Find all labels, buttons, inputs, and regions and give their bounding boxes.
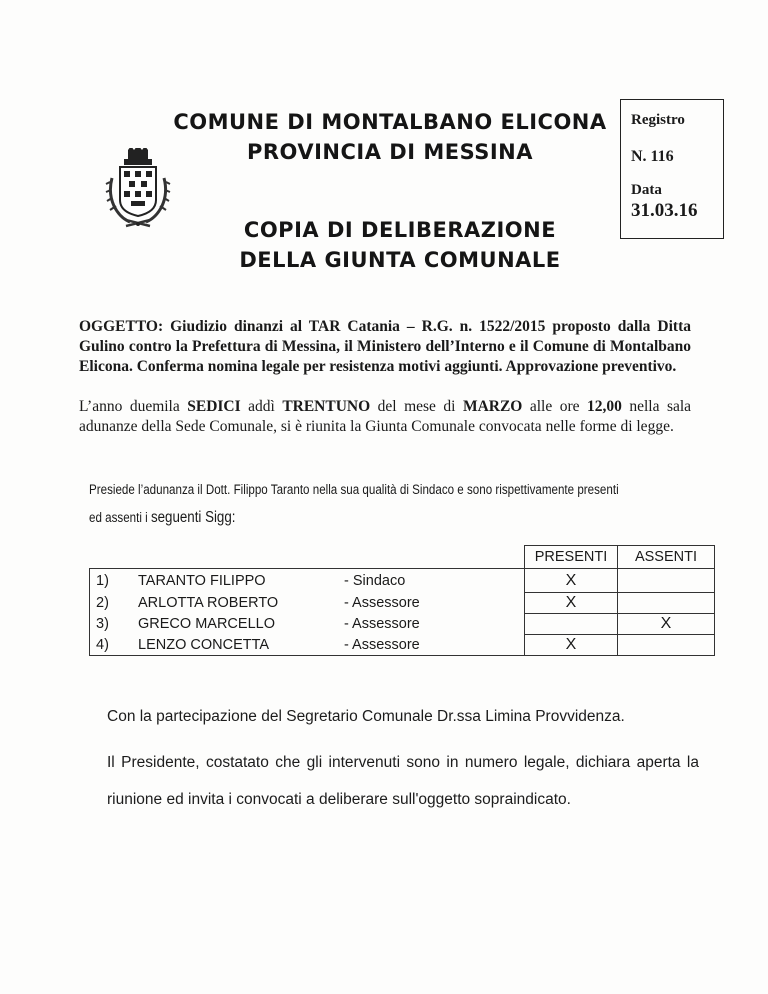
anno-text: del mese di bbox=[377, 398, 456, 415]
member-role: - Sindaco bbox=[344, 569, 525, 593]
data-value: 31.03.16 bbox=[631, 200, 698, 221]
anno-hour: 12,00 bbox=[586, 398, 622, 415]
anno-paragraph bbox=[79, 397, 691, 437]
row-number: 1) bbox=[90, 569, 139, 593]
anno-line bbox=[79, 397, 691, 417]
data-label: Data bbox=[631, 182, 662, 198]
presidente-line: Il Presidente, costatato che gli intervenuti sono in numero legale, dichiara aperta la bbox=[107, 754, 699, 771]
presiede-text: seguenti Sigg: bbox=[150, 509, 236, 526]
oggetto-line: Gulino contro la Prefettura di Messina, il Ministero dell’Interno e il Comune di Montalbano bbox=[79, 338, 691, 355]
row-number: 3) bbox=[90, 614, 139, 635]
member-name: GRECO MARCELLO bbox=[138, 616, 275, 632]
anno-line: adunanze della Sede Comunale, si è riunita la Giunta Comunale convocata nelle forme di legge. bbox=[79, 418, 674, 435]
table-row bbox=[90, 569, 715, 593]
table-header-blank bbox=[90, 546, 525, 569]
table-row bbox=[90, 614, 715, 635]
partecipazione-text: Con la partecipazione del Segretario Comunale Dr.ssa Limina Provvidenza. bbox=[107, 708, 625, 725]
presidente-paragraph bbox=[107, 744, 699, 818]
registro-box bbox=[620, 99, 724, 239]
member-role: - Assessore bbox=[344, 595, 420, 611]
oggetto-paragraph bbox=[79, 317, 691, 377]
row-number: 2) bbox=[90, 593, 139, 614]
registro-label: Registro bbox=[631, 112, 685, 128]
presente-mark: X bbox=[525, 593, 618, 614]
anno-month: MARZO bbox=[462, 398, 523, 415]
presiede-line bbox=[89, 509, 235, 527]
registro-number: N. 116 bbox=[631, 148, 674, 165]
presente-mark bbox=[525, 614, 618, 635]
anno-day: TRENTUNO bbox=[282, 398, 371, 415]
member-role: - Assessore bbox=[344, 616, 420, 632]
assente-mark bbox=[618, 635, 715, 656]
member-role: - Assessore bbox=[344, 635, 525, 656]
anno-year: SEDICI bbox=[187, 398, 241, 415]
anno-text: alle ore bbox=[529, 398, 580, 415]
table-row bbox=[90, 635, 715, 656]
anno-text: L’anno duemila bbox=[79, 398, 180, 415]
document-title: COPIA DI DELIBERAZIONE bbox=[243, 218, 557, 242]
member-name: TARANTO FILIPPO bbox=[138, 569, 344, 593]
attendance-table bbox=[89, 545, 715, 656]
presidente-line: riunione ed invita i convocati a deliberare sull'oggetto sopraindicato. bbox=[107, 791, 571, 808]
presiede-line: Presiede l’adunanza il Dott. Filippo Taranto nella sua qualità di Sindaco e sono rispettivamente presenti bbox=[89, 482, 619, 497]
document-subtitle: DELLA GIUNTA COMUNALE bbox=[239, 248, 561, 272]
anno-text: nella sala bbox=[629, 398, 692, 415]
comune-title: COMUNE DI MONTALBANO ELICONA bbox=[173, 110, 607, 134]
table-header-row bbox=[90, 546, 715, 569]
member-name: ARLOTTA ROBERTO bbox=[138, 595, 279, 611]
oggetto-line: OGGETTO: Giudizio dinanzi al TAR Catania – R.G. n. 1522/2015 proposto dalla Ditta bbox=[79, 318, 691, 335]
row-number: 4) bbox=[90, 635, 139, 656]
oggetto-line: Elicona. Conferma nomina legale per resistenza motivi aggiunti. Approvazione preventivo. bbox=[79, 358, 677, 375]
assente-mark bbox=[618, 569, 715, 593]
header-assenti: ASSENTI bbox=[618, 546, 715, 569]
anno-text: addì bbox=[248, 398, 275, 415]
provincia-title: PROVINCIA DI MESSINA bbox=[246, 140, 534, 164]
assente-mark bbox=[618, 593, 715, 614]
presiede-text: ed assenti i bbox=[89, 510, 148, 525]
table-row bbox=[90, 593, 715, 614]
coat-of-arms-icon bbox=[104, 148, 172, 234]
member-name: LENZO CONCETTA bbox=[138, 635, 344, 656]
presente-mark: X bbox=[525, 569, 618, 593]
presente-mark: X bbox=[525, 635, 618, 656]
header-presenti: PRESENTI bbox=[525, 546, 618, 569]
assente-mark: X bbox=[618, 614, 715, 635]
